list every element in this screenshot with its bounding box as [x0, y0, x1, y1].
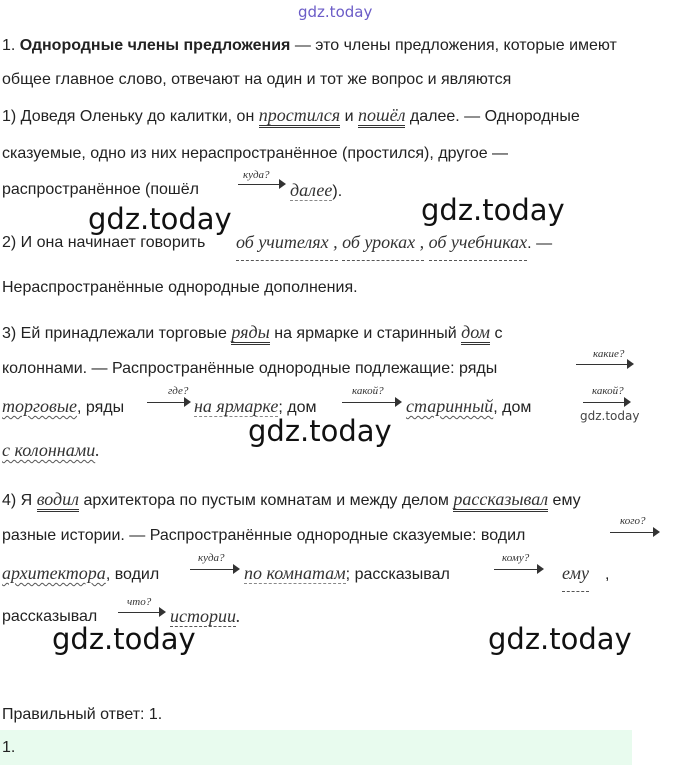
arrow-icon: [583, 397, 631, 409]
word-starinny: старинный: [406, 396, 494, 416]
example-3-line-1: [2, 322, 503, 344]
text-span: ; рассказывал: [345, 566, 450, 583]
example-3-line-2: колоннами. — Распространённые однородные подлежащие: ряды: [2, 360, 498, 377]
example-1-line-1: [2, 105, 580, 127]
word-emu: ему: [562, 563, 589, 592]
definition-term: Однородные члены предложения: [19, 37, 291, 54]
text-span: , ряды: [77, 399, 125, 416]
text-span: распространённое (пошёл: [2, 181, 199, 198]
arrow-icon: [147, 397, 191, 409]
text-span: ; дом: [278, 399, 317, 416]
word-s-kolonnami: с колоннами: [2, 440, 96, 460]
word-ob-urokah: об уроках ,: [342, 232, 424, 261]
watermark: gdz.today: [88, 202, 232, 236]
word-ob-uchebnikah: об учебниках: [429, 232, 528, 261]
word-na-yarmarke: на ярмарке: [194, 396, 279, 416]
text-span: .: [236, 606, 241, 626]
word-torgovye: торговые: [2, 396, 78, 416]
arrow-icon: [494, 564, 544, 576]
text-span: ).: [332, 183, 343, 200]
watermark: gdz.today: [52, 622, 196, 656]
text-span: . —: [527, 235, 553, 252]
word-rasskazyval: рассказывал: [453, 489, 548, 512]
text-span: .: [95, 440, 100, 460]
text-span: 4) Я: [2, 492, 33, 509]
correct-answer-label: Правильный ответ: 1.: [2, 706, 163, 723]
answer-box: [0, 730, 632, 765]
example-3-line-3: [2, 396, 124, 418]
text-span: 3) Ей принадлежали торговые: [2, 325, 227, 342]
example-2-line-2: Нераспространённые однородные дополнения.: [2, 279, 358, 296]
question-komu: кому?: [502, 552, 530, 564]
arrow-icon: [190, 564, 240, 576]
example-1-line-3: [2, 180, 199, 200]
word-dalee: далее: [290, 180, 333, 200]
text-span: далее. — Однородные: [409, 108, 580, 125]
text-span: 1) Доведя Оленьку до калитки, он: [2, 108, 259, 125]
question-kakoy-1: какой?: [352, 385, 384, 397]
arrow-icon: [610, 527, 660, 539]
example-3-starinny: [406, 396, 531, 418]
word-ob-uchitelyah: об учителях ,: [236, 232, 338, 261]
arrow-icon: [342, 397, 402, 409]
example-1-line-2: сказуемые, одно из них нераспространённое (простился), другое —: [2, 145, 509, 162]
example-4-line-1: [2, 489, 581, 511]
text-and: и: [344, 108, 354, 125]
watermark: gdz.today: [488, 622, 632, 656]
word-vodil: водил: [37, 489, 79, 512]
example-4-emu: [562, 563, 589, 584]
question-kuda-2: куда?: [198, 552, 225, 564]
watermark: gdz.today: [248, 414, 392, 448]
definition-line-2: общее главное слово, отвечают на один и тот же вопрос и являются: [2, 71, 512, 88]
word-poshel: пошёл: [358, 105, 405, 128]
word-prostilsya: простился: [259, 105, 340, 128]
question-kakie: какие?: [593, 348, 625, 360]
comma: ,: [605, 566, 610, 583]
example-2-line-1: [2, 233, 205, 253]
answer-value: 1.: [2, 739, 16, 756]
example-1-dalee: [290, 180, 342, 202]
example-4-po-komnatam: [244, 563, 450, 585]
word-ryady: ряды: [231, 322, 269, 345]
text-span: ему: [552, 492, 581, 509]
definition-text: — это члены предложения, которые имеют: [290, 37, 617, 54]
watermark-top: gdz.today: [298, 3, 373, 21]
word-istorii: истории: [170, 606, 236, 626]
text-span: рассказывал: [2, 608, 98, 625]
example-4-line-3: [2, 563, 159, 585]
text-span: с: [494, 325, 503, 342]
watermark-small: gdz.today: [580, 409, 640, 423]
arrow-icon: [118, 607, 166, 619]
text-span: , водил: [105, 566, 160, 583]
question-kakoy-2: какой?: [592, 385, 624, 397]
watermark: gdz.today: [421, 193, 565, 227]
text-span: , дом: [493, 399, 532, 416]
example-2-words: [236, 232, 552, 254]
question-kogo: кого?: [620, 515, 646, 527]
arrow-icon: [576, 359, 634, 371]
example-3-line-4: [2, 440, 100, 461]
text-span: архитектора по пустым комнатам и между делом: [83, 492, 449, 509]
arrow-icon: [238, 179, 286, 191]
text-span: 2) И она начинает говорить: [2, 234, 206, 251]
definition-line-1: [2, 36, 617, 56]
question-chto: что?: [127, 596, 152, 608]
word-po-komnatam: по комнатам: [244, 563, 346, 583]
text-span: на ярмарке и старинный: [274, 325, 457, 342]
question-kuda-1: куда?: [243, 169, 270, 181]
question-gde: где?: [168, 385, 189, 397]
definition-number: 1.: [2, 37, 20, 54]
word-dom: дом: [461, 322, 490, 345]
word-arhitektora: архитектора: [2, 563, 106, 583]
example-4-line-2: разные истории. — Распространённые однородные сказуемые: водил: [2, 527, 526, 544]
